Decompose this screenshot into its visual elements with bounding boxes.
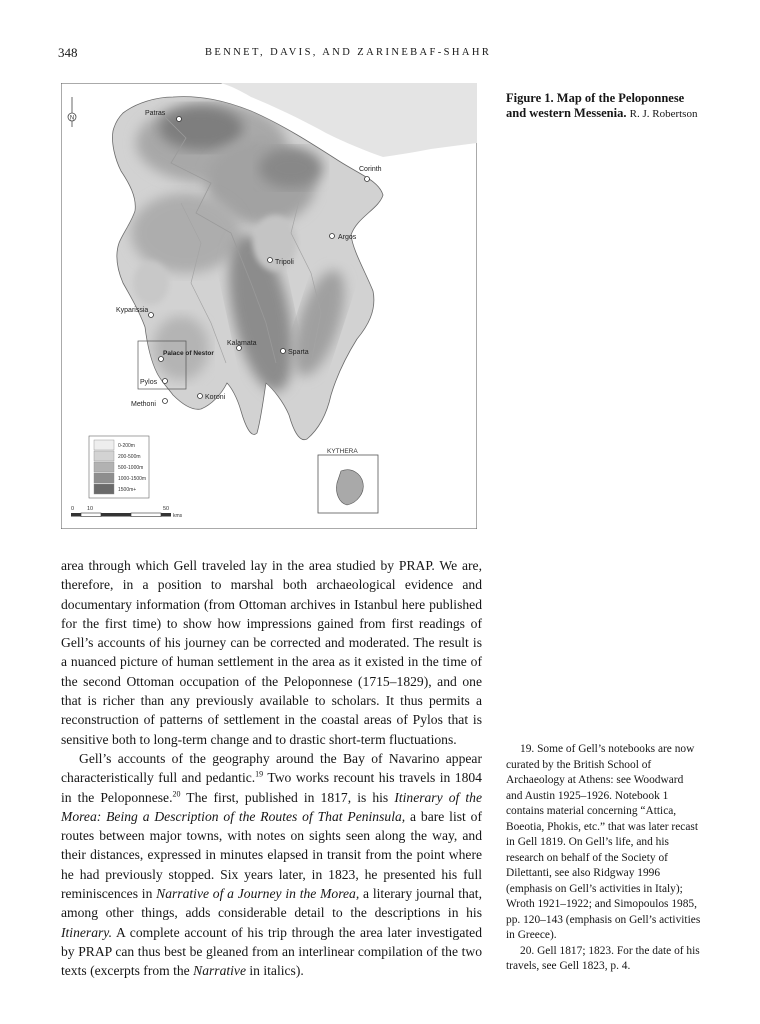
caption-title: Figure 1. Map of the Peloponnese and western Messenia. [506,91,685,120]
text-run: Gell’s accounts of the geography around the Bay of Navarino appear characteristically full and pedantic. [61,750,482,786]
legend-swatch [94,440,114,450]
paragraph-1: area through which Gell traveled lay in the area studied by PRAP. We are, therefore, in a position to marshal both archaeological evidence and documentary information (from Ottoman archives in Istanbul here published for the first time) to show how impressions gained from first readings of Gell’s accounts of his journey can be corrected and moderated. The result is a nuanced picture of human settlement in the area as it existed in the time of the second Ottoman occupation of the Peloponnese (1715–1829), and one that is richer than any previously available to scholars. It thus permits a reconstruction of patterns of settlement in the coastal areas of Pylos that is sensitive both to long-term change and to drastic short-term fluctuations. [61,558,482,747]
legend-label: 500-1000m [118,465,144,471]
text-run: a literary journal that, among other things, adds considerable detail to the descriptions in his [61,886,482,921]
label-kyparissia: Kyparissia [116,307,149,314]
scale-fifty: 50 [163,506,170,512]
legend-label: 1500m+ [118,487,137,493]
italic-narrative: Narrative [193,963,246,979]
legend-swatch [94,473,114,483]
scale-unit: kms [173,513,183,519]
peloponnese-map [61,83,477,529]
legend-label: 1000-1500m [118,476,147,482]
caption-credit: R. J. Robertson [629,108,698,120]
label-patras: Patras [145,110,166,117]
north-arrow-label: N [69,115,75,122]
scale-zero: 0 [71,506,75,512]
body-text [61,556,482,981]
label-corinth: Corinth [359,166,382,173]
label-argos: Argos [338,234,357,241]
text-run: The first, published in 1817, is his [180,789,395,805]
text-run: a bare list of routes between major towns, with notes on sights seen along the way, and their distances, expressed in minutes elapsed in transit from the point where he had previously stopped. Six years later, in 1823, he presented his full reminiscences in [61,808,482,902]
footnotes [506,742,702,975]
footnote-20: 20. Gell 1817; 1823. For the date of his travels, see Gell 1823, p. 4. [506,944,700,972]
italic-title-itinerary: Itinerary of the Morea: Being a Description of the Routes of That Peninsula, [61,789,482,824]
scale-ten: 10 [87,506,94,512]
italic-itinerary: Itinerary. [61,924,112,940]
text-run: A complete account of his trip through the area later investigated by PRAP can thus best be gleaned from an interlinear compilation of the two texts (excerpts from the [61,924,482,979]
legend-swatch [94,462,114,472]
paragraph-2 [61,749,482,981]
legend-label: 200-500m [118,454,141,460]
label-sparta: Sparta [288,349,309,356]
elevation-legend [89,436,149,498]
legend-swatch [94,451,114,461]
page-number: 348 [58,45,78,60]
text-run: Two works recount his travels in 1804 in the Peloponnese. [61,770,482,805]
running-head: BENNET, DAVIS, AND ZARINEBAF-SHAHR [205,47,492,58]
text-run: in italics). [246,963,304,979]
footnote-19: 19. Some of Gell’s notebooks are now curated by the British School of Archaeology at Athens: see Woodward and Austin 1925–1926. Notebook 1 contains material concerning “Attica, Boeotia, Phokis, etc.” that was later recast in Gell 1819. On Gell’s life, and his research on behalf of the Society of Dilettanti, see also Ridgway 1996 (emphasis on Gell’s activities in Italy); Wroth 1921–1922; and Simopoulos 1985, pp. 120–143 (emphasis on Gell’s activities in Greece). [506,743,701,941]
figure-caption [506,91,706,122]
label-palace-of-nestor: Palace of Nestor [163,350,214,357]
label-koroni: Koroni [205,394,226,401]
label-tripoli: Tripoli [275,259,294,266]
footnote-ref-20: 20 [172,789,181,799]
label-kythera: KYTHERA [327,448,358,455]
legend-swatch [94,484,114,494]
label-methoni: Methoni [131,401,156,408]
legend-label: 0-200m [118,443,135,449]
italic-title-narrative: Narrative of a Journey in the Morea, [156,886,360,902]
label-kalamata: Kalamata [227,340,257,347]
footnote-ref-19: 19 [255,769,264,779]
label-pylos: Pylos [140,379,158,386]
